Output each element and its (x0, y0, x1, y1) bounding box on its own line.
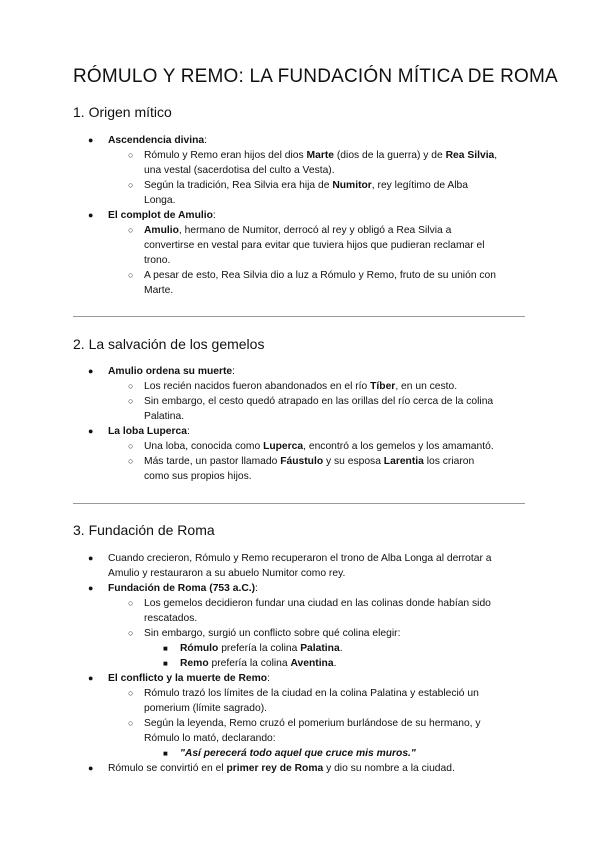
section-salvacion (0, 364, 600, 484)
bullet-marker: ● (88, 210, 94, 220)
sub-sub-list-item (0, 746, 480, 761)
square-marker: ■ (163, 749, 168, 758)
bullet-marker: ● (88, 366, 94, 376)
list-item: ● Fundación de Roma (753 a.C.): ○ Los gemelos decidieron fundar una ciudad en las colinas donde habían sido rescatados. ○ Sin embargo, surgió un conflicto sobre qué colina elegir: ■ Rómulo prefería la colina Palatina. ■ Remo prefería la colina Aventina. (0, 581, 600, 671)
sub-list-item: ○ Los gemelos decidieron fundar una ciudad en las colinas donde habían sido rescatados. (128, 598, 491, 624)
sub-list-item: ○ Sin embargo, el cesto quedó atrapado en las orillas del río cerca de la colina Palatina. (128, 396, 494, 422)
circle-marker: ○ (128, 150, 134, 160)
sub-sub-list-item: ■ Remo prefería la colina Aventina. (163, 658, 337, 669)
list-item: ● Cuando crecieron, Rómulo y Remo recuperaron el trono de Alba Longa al derrotar a Amulio y restauraron a su abuelo Numitor como rey. (88, 553, 492, 579)
bullet-marker: ● (88, 135, 94, 145)
list-item: ● El complot de Amulio: ○ Amulio, hermano de Numitor, derrocó al rey y obligó a Rea Silvia a convertirse en vestal para evitar que tuviera hijos que pudieran reclamar el trono. ○ A pesar de esto, Rea Silvia dio a luz a Rómulo y Remo, fruto de su unión con Marte. (0, 208, 600, 298)
circle-marker: ○ (128, 180, 134, 190)
bullet-marker: ● (88, 763, 94, 773)
sub-list-item: ○ Más tarde, un pastor llamado Fáustulo y su esposa Larentia los criaron como sus propios hijos. (128, 456, 475, 482)
circle-marker: ○ (128, 598, 134, 608)
section-heading-origen: 1. Origen mítico (73, 104, 172, 120)
circle-marker: ○ (128, 270, 134, 280)
section-heading-fundacion: 3. Fundación de Roma (73, 522, 215, 538)
square-marker: ■ (163, 644, 168, 653)
list-item: ● Rómulo se convirtió en el primer rey de Roma y dio su nombre a la ciudad. (88, 763, 455, 774)
quote: "Así perecerá todo aquel que cruce mis muros." (180, 748, 416, 759)
bullet-marker: ● (88, 583, 94, 593)
item-label: El conflicto y la muerte de Remo (108, 673, 268, 684)
item-label: La loba Luperca (108, 426, 187, 437)
list-item: ● El conflicto y la muerte de Remo: ○ Rómulo trazó los límites de la ciudad en la colina Palatina y estableció un pomerium (límite sagrado). ○ Según la leyenda, Remo cruzó el pomerium burlándose de su hermano, y Rómulo lo mató, declarando: ■ "Así perecerá todo aquel que cruce mis muros." (0, 671, 600, 761)
item-label: Fundación de Roma (753 a.C.) (108, 583, 256, 594)
sub-list-item: ○ Según la tradición, Rea Silvia era hija de Numitor, rey legítimo de Alba Longa. (128, 180, 468, 206)
item-label: Amulio ordena su muerte (108, 366, 233, 377)
sub-list-item: ○ Los recién nacidos fueron abandonados en el río Tíber, en un cesto. (128, 381, 458, 392)
document-title: RÓMULO Y REMO: LA FUNDACIÓN MÍTICA DE ROMA (73, 66, 558, 87)
sub-list-item: ○ Rómulo y Remo eran hijos del dios Marte (dios de la guerra) y de Rea Silvia, una vestal (sacerdotisa del culto a Vesta). (128, 150, 498, 176)
item-label: El complot de Amulio (108, 210, 213, 221)
section-divider (73, 316, 525, 317)
circle-marker: ○ (128, 381, 134, 391)
circle-marker: ○ (128, 456, 134, 466)
circle-marker: ○ (128, 688, 134, 698)
circle-marker: ○ (128, 441, 134, 451)
list-item: ● Amulio ordena su muerte: ○ Los recién nacidos fueron abandonados en el río Tíber, en un cesto. ○ Sin embargo, el cesto quedó atrapado en las orillas del río cerca de la colina Palatina. (0, 364, 600, 424)
section-heading-salvacion: 2. La salvación de los gemelos (73, 336, 265, 352)
section-origen (0, 133, 600, 298)
bullet-marker: ● (88, 673, 94, 683)
circle-marker: ○ (128, 225, 134, 235)
sub-list-item: ○ Sin embargo, surgió un conflicto sobre qué colina elegir: ■ Rómulo prefería la colina Palatina. ■ Remo prefería la colina Aventina. (0, 626, 540, 671)
sub-list-item: ○ Rómulo trazó los límites de la ciudad en la colina Palatina y estableció un pomerium (límite sagrado). (128, 688, 479, 714)
list-item: ● La loba Luperca: ○ Una loba, conocida como Luperca, encontró a los gemelos y los amamantó. ○ Más tarde, un pastor llamado Fáustulo y su esposa Larentia los criaron como sus propios hijos. (0, 424, 600, 484)
sub-sub-list-item: ■ Rómulo prefería la colina Palatina. (163, 643, 343, 654)
circle-marker: ○ (128, 718, 134, 728)
square-marker: ■ (163, 659, 168, 668)
section-divider (73, 503, 525, 504)
item-label: Ascendencia divina (108, 135, 205, 146)
bullet-marker: ● (88, 426, 94, 436)
sub-list-item: ○ Una loba, conocida como Luperca, encontró a los gemelos y los amamantó. (128, 441, 494, 452)
sub-list-item: ○ Amulio, hermano de Numitor, derrocó al rey y obligó a Rea Silvia a convertirse en vestal para evitar que tuviera hijos que pudieran reclamar el trono. (128, 225, 485, 266)
bullet-marker: ● (88, 553, 94, 563)
sub-list-item: ○ Según la leyenda, Remo cruzó el pomerium burlándose de su hermano, y Rómulo lo mató, declarando: ■ "Así perecerá todo aquel que cruce mis muros." (0, 716, 540, 761)
list-item: ● Ascendencia divina: ○ Rómulo y Remo eran hijos del dios Marte (dios de la guerra) y de Rea Silvia, una vestal (sacerdotisa del culto a Vesta). ○ Según la tradición, Rea Silvia era hija de Numitor, rey legítimo de Alba Longa. (0, 133, 600, 208)
section-fundacion (0, 551, 600, 776)
sub-list-item: ○ A pesar de esto, Rea Silvia dio a luz a Rómulo y Remo, fruto de su unión con Marte. (128, 270, 497, 296)
circle-marker: ○ (128, 396, 134, 406)
circle-marker: ○ (128, 628, 134, 638)
